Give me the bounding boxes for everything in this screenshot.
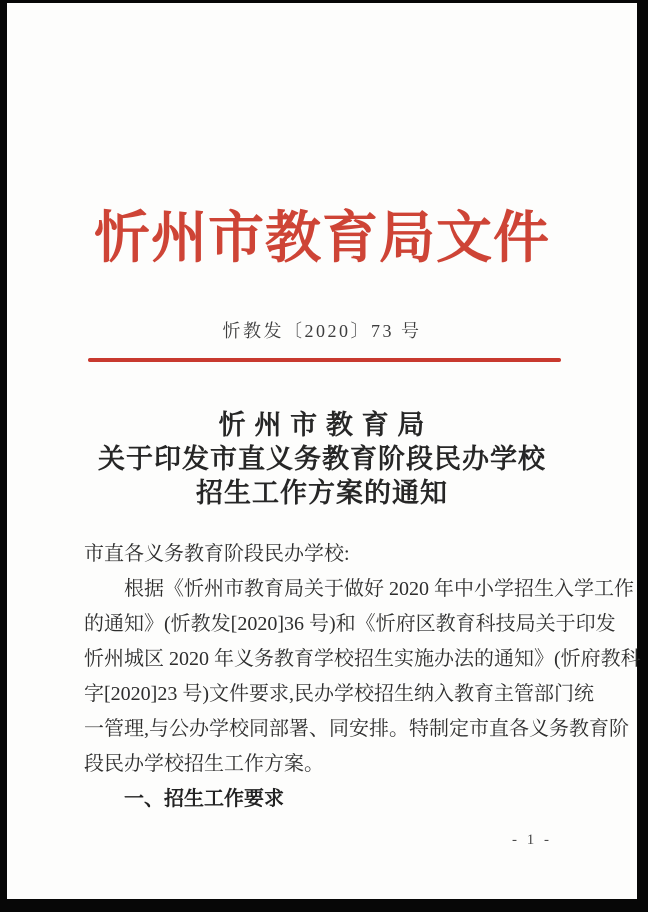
page-number: - 1 -: [512, 832, 552, 848]
document-title-line-3: 招生工作方案的通知: [196, 478, 448, 508]
paragraph-line-2: 的通知》(忻教发[2020]36 号)和《忻府区教育科技局关于印发: [84, 613, 616, 635]
paragraph-line-6: 段民办学校招生工作方案。: [84, 753, 324, 775]
document-page: [7, 3, 641, 899]
paragraph-line-5: 一管理,与公办学校同部署、同安排。特制定市直各义务教育阶: [84, 718, 629, 740]
document-title-line-1: 忻 州 市 教 育 局: [218, 410, 426, 440]
document-title-line-2: 关于印发市直义务教育阶段民办学校: [98, 444, 546, 474]
paragraph-line-1: 根据《忻州市教育局关于做好 2020 年中小学招生入学工作: [124, 578, 634, 600]
document-number: 忻教发〔2020〕73 号: [222, 321, 422, 341]
agency-letterhead-title: 忻州市教育局文件: [94, 208, 550, 270]
document-body: [84, 537, 641, 817]
salutation-line: 市直各义务教育阶段民办学校:: [84, 543, 350, 565]
document-title: [7, 408, 637, 510]
paragraph-line-4: 字[2020]23 号)文件要求,民办学校招生纳入教育主管部门统: [84, 683, 594, 705]
section-heading: 一、招生工作要求: [124, 788, 284, 810]
paragraph-line-3: 忻州城区 2020 年义务教育学校招生实施办法的通知》(忻府教科: [84, 648, 641, 670]
red-divider-line: [88, 358, 561, 362]
